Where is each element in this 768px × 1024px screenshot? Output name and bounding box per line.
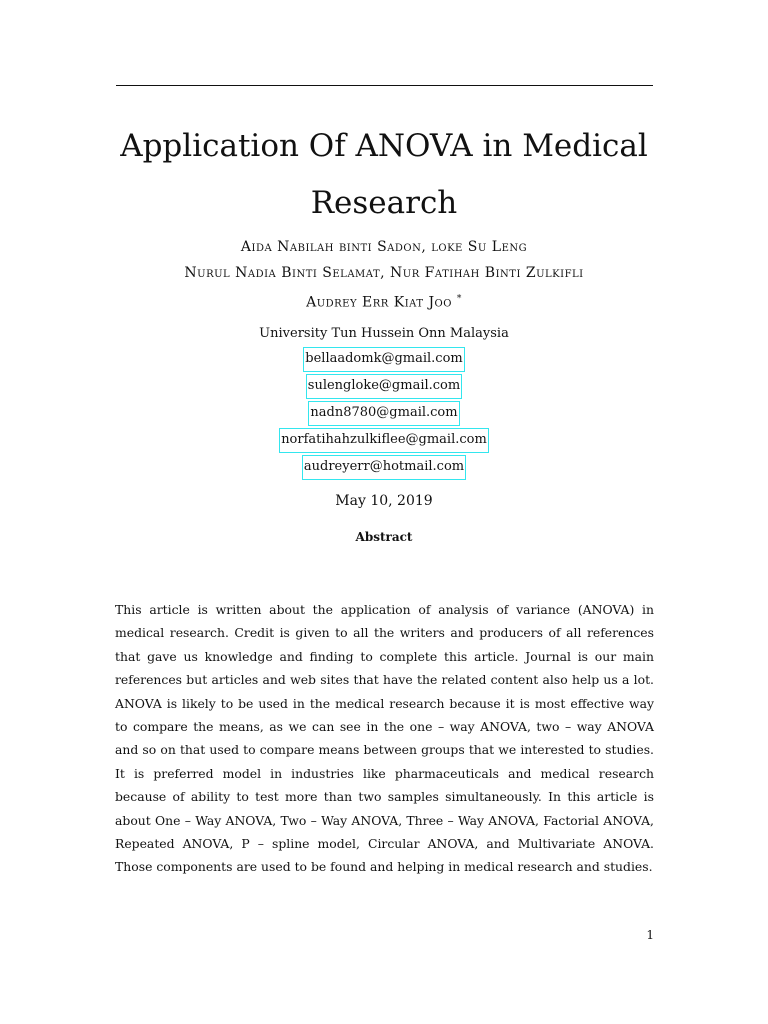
author-line-2: Nurul Nadia Binti Selamat, Nur Fatihah Binti Zulkifli [184,265,584,281]
email-link[interactable]: sulengloke@gmail.com [306,374,462,399]
author-line-3-names: Audrey Err Kiat Joo [306,294,452,311]
publication-date: May 10, 2019 [335,493,433,509]
email-link[interactable]: audreyerr@hotmail.com [302,455,466,480]
paper-title: Application Of ANOVA in Medical Research [120,128,648,221]
email-link[interactable]: bellaadomk@gmail.com [303,347,464,372]
author-line-1: Aida Nabilah binti Sadon, loke Su Leng [240,239,528,255]
header-rule [116,85,653,86]
corresponding-author-marker: * [456,294,462,304]
abstract-body: This article is written about the application of analysis of variance (ANOVA) in medical research. Credit is given to all the writers and producers of all references that gave us knowledge and finding to complete this article. Journal is our main references but articles and web sites that have the related content also help us a lot. ANOVA is likely to be used in the medical research because it is most effective way to compare the means, as we can see in the one – way ANOVA, two – way ANOVA and so on that used to compare means between groups that we interested to studies. It is preferred model in industries like pharmaceuticals and medical research because of ability to test more than two samples simultaneously. In this article is about One – Way ANOVA, Two – Way ANOVA, Three – Way ANOVA, Factorial ANOVA, Repeated ANOVA, P – spline model, Circular ANOVA, and Multivariate ANOVA. Those components are used to be found and helping in medical research and studies. [115,602,654,875]
email-link[interactable]: nadn8780@gmail.com [308,401,459,426]
author-list [60,234,708,316]
page-number: 1 [646,928,654,942]
email-list [60,346,708,481]
abstract-heading: Abstract [355,530,413,544]
affiliation: University Tun Hussein Onn Malaysia [259,326,509,341]
email-link[interactable]: norfatihahzulkiflee@gmail.com [279,428,489,453]
author-line-3 [60,286,708,316]
